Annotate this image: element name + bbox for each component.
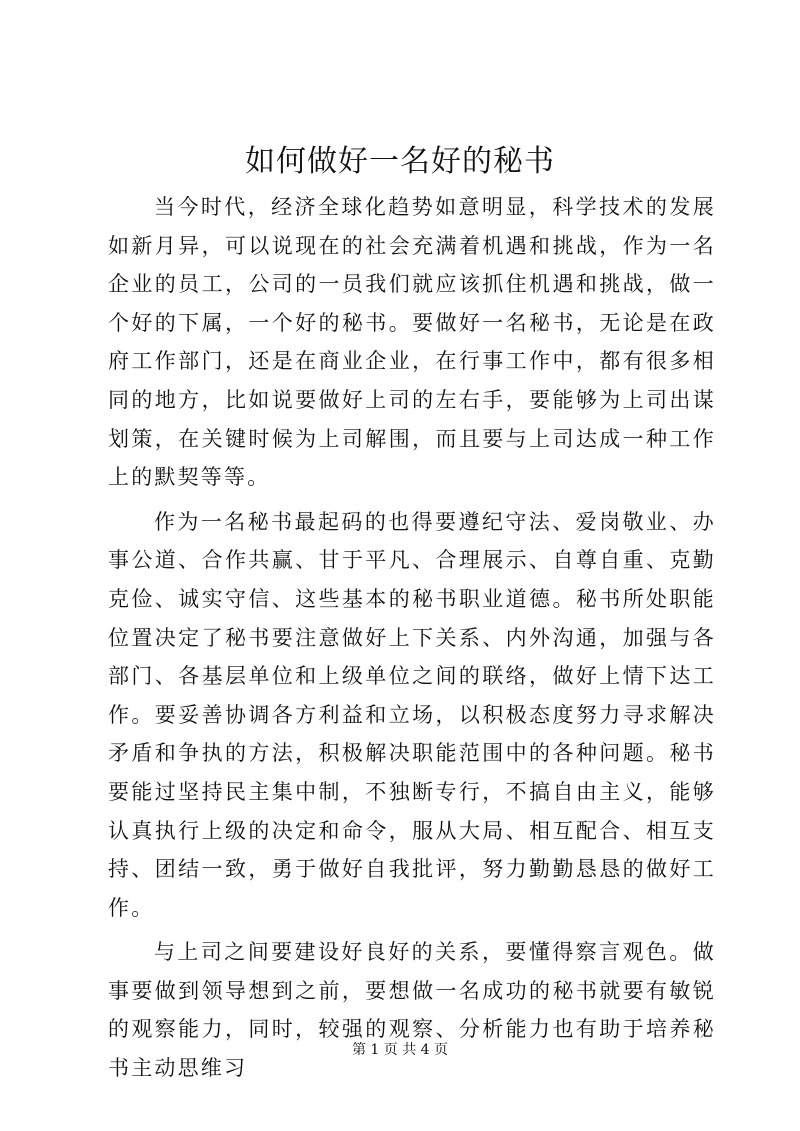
- paragraph-3: 与上司之间要建设好良好的关系，要懂得察言观色。做事要做到领导想到之前，要想做一名成功的秘书就要有敏锐的观察能力，同时，较强的观察、分析能力也有助于培养秘书主动思维习: [108, 940, 716, 1081]
- paragraph-1: 当今时代，经济全球化趋势如意明显，科学技术的发展如新月异，可以说现在的社会充满着机遇和挑战，作为一名企业的员工，公司的一员我们就应该抓住机遇和挑战，做一个好的下属，一个好的秘书。要做好一名秘书，无论是在政府工作部门，还是在商业企业，在行事工作中，都有很多相同的地方，比如说要做好上司的左右手，要能够为上司出谋划策，在关键时候为上司解围，而且要与上司达成一种工作上的默契等等。: [108, 195, 716, 490]
- page-footer: 第 1 页 共 4 页: [351, 1042, 449, 1058]
- document-body: [108, 188, 716, 1088]
- paragraph-2: 作为一名秘书最起码的也得要遵纪守法、爱岗敬业、办事公道、合作共赢、甘于平凡、合理展示、自尊自重、克勤克俭、诚实守信、这些基本的秘书职业道德。秘书所处职能位置决定了秘书要注意做好上下关系、内外沟通，加强与各部门、各基层单位和上级单位之间的联络，做好上情下达工作。要妥善协调各方利益和立场，以积极态度努力寻求解决矛盾和争执的方法，积极解决职能范围中的各种问题。秘书要能过坚持民主集中制，不独断专行，不搞自由主义，能够认真执行上级的决定和命令，服从大局、相互配合、相互支持、团结一致，勇于做好自我批评，努力勤勤恳恳的做好工作。: [108, 509, 716, 920]
- document-title: 如何做好一名好的秘书: [245, 144, 555, 179]
